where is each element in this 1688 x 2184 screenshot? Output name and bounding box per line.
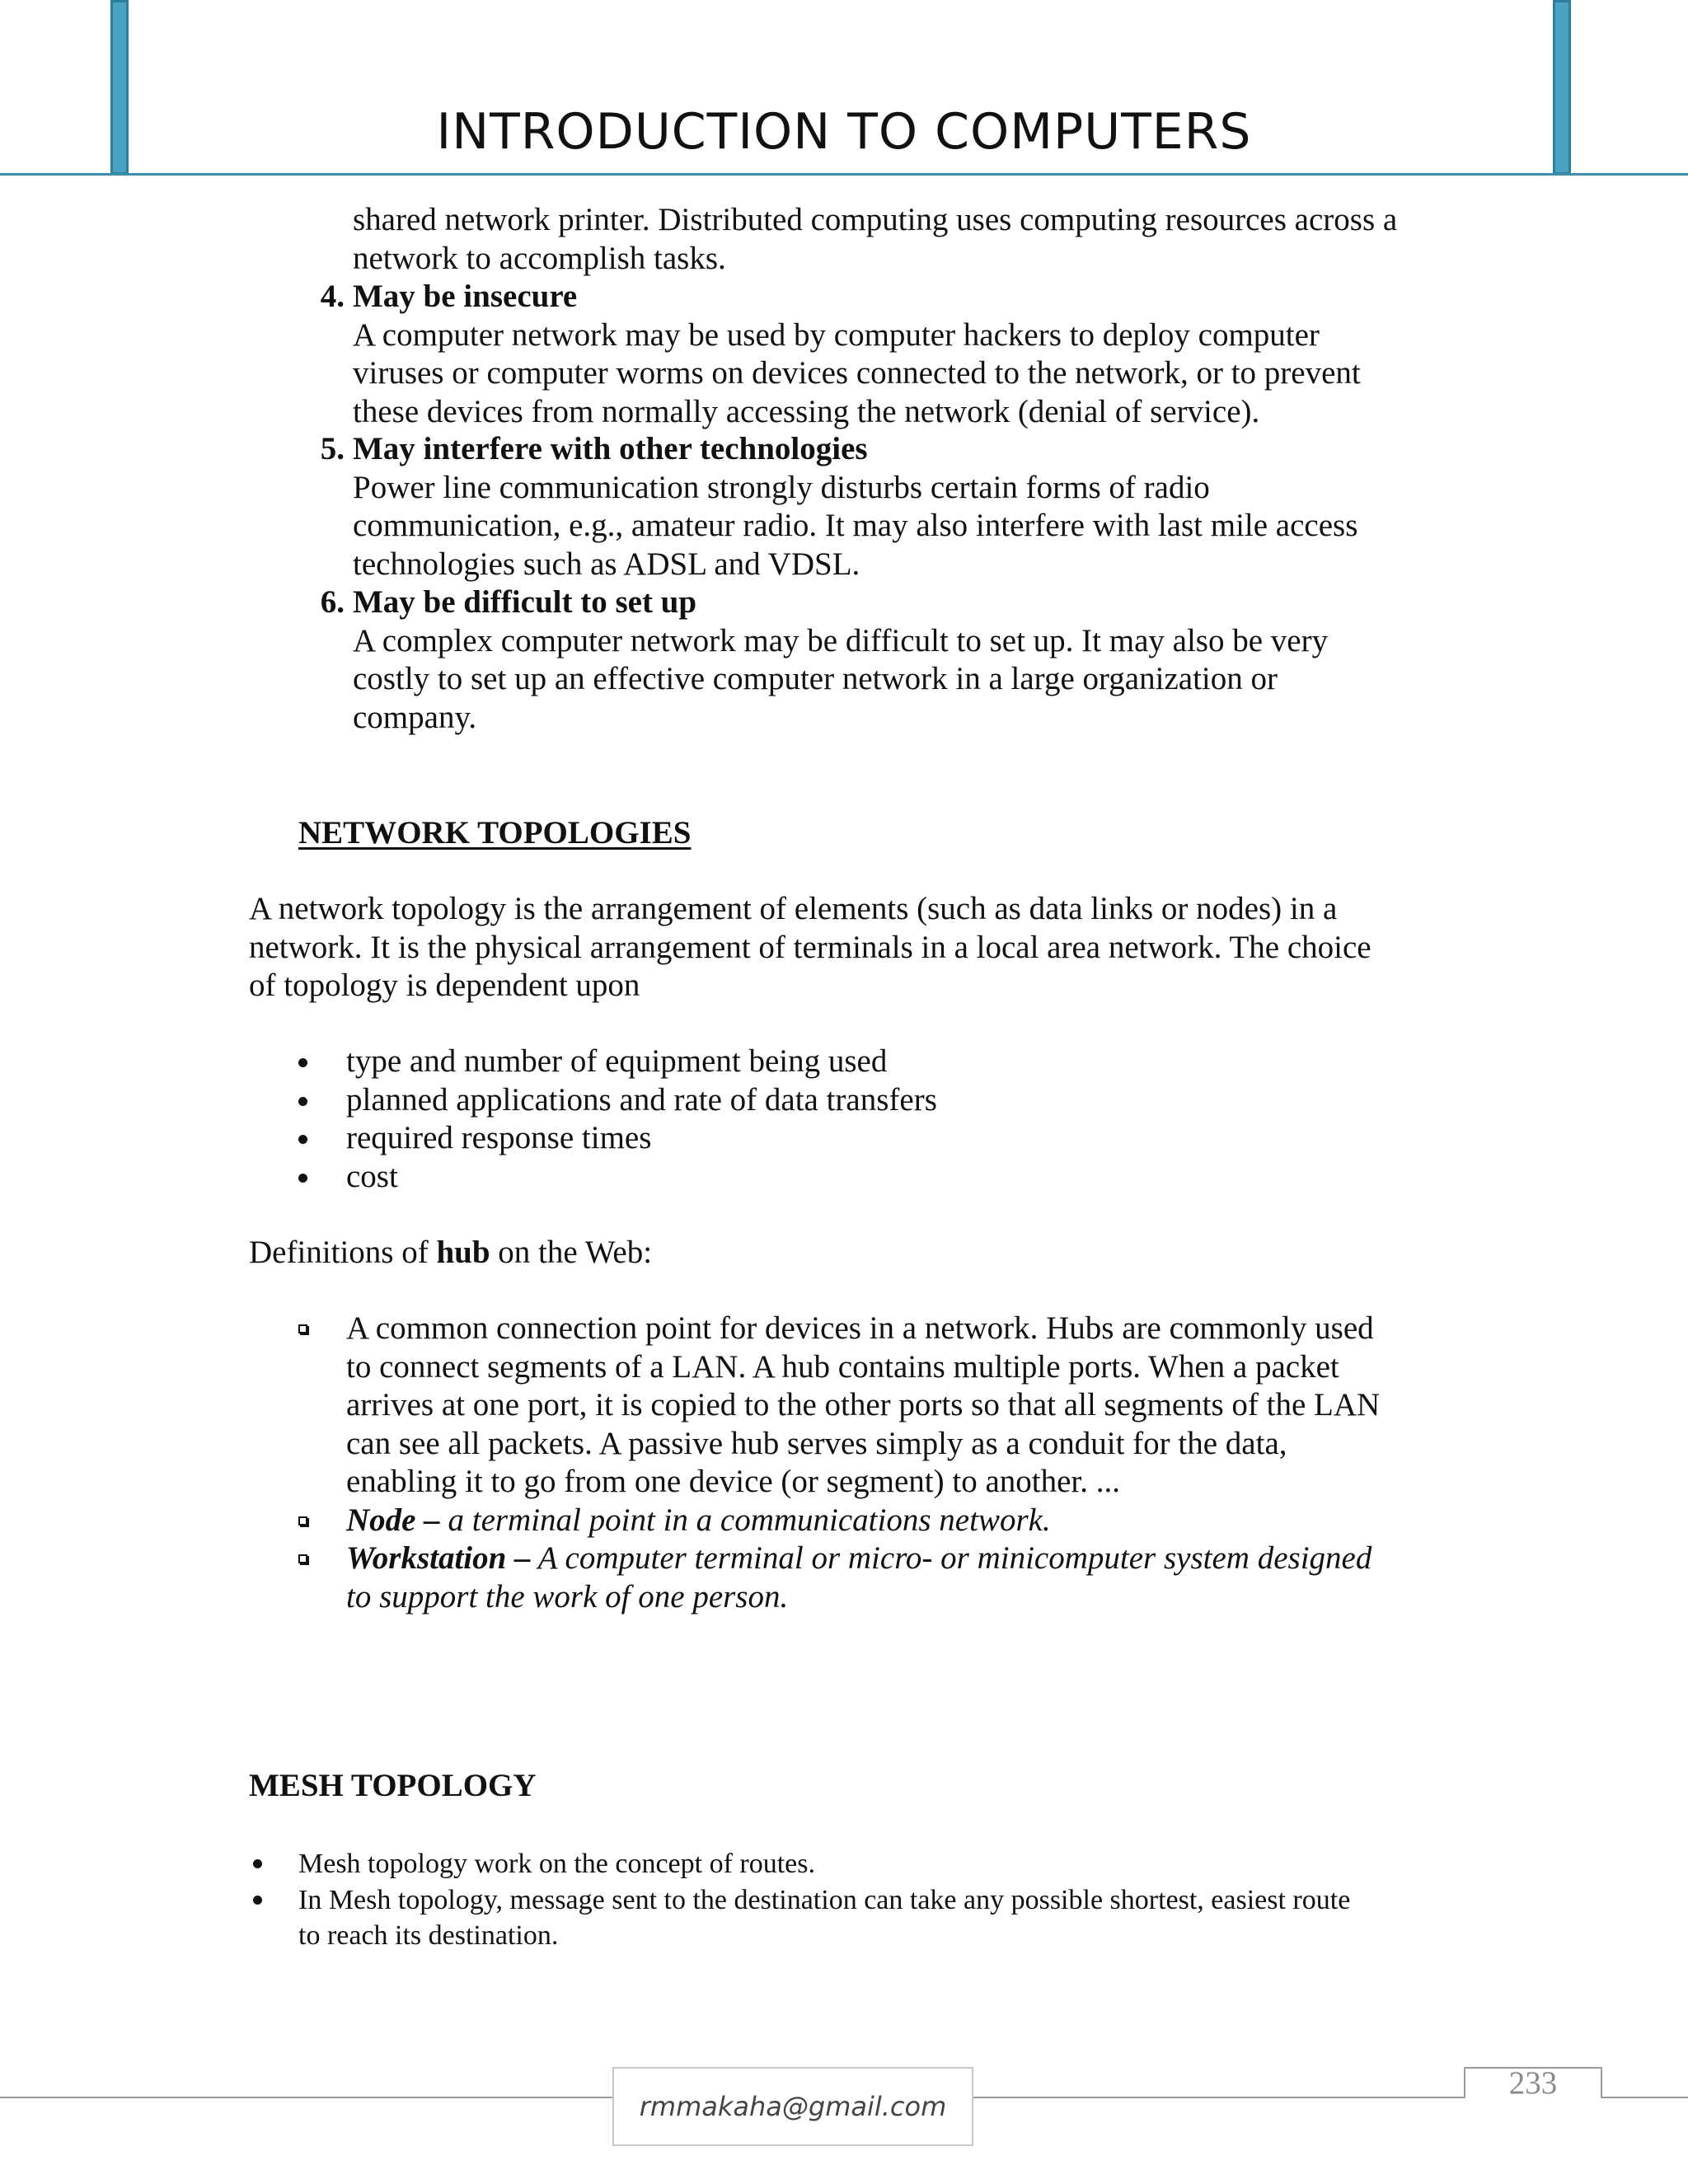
definition-text: a terminal point in a communications network.: [439, 1502, 1051, 1538]
hub-definitions-list: [346, 1310, 1442, 1616]
text-line: enabling it to go from one device (or segment) to another. ...: [346, 1464, 1120, 1499]
list-item-text: required response times: [346, 1120, 652, 1155]
text-line: A common connection point for devices in a network. Hubs are commonly used: [346, 1310, 1374, 1346]
footer-divider: [1601, 2097, 1688, 2098]
item-number: 6.: [320, 584, 345, 620]
list-item: [346, 1310, 1442, 1502]
footer-divider: [0, 2097, 614, 2098]
numbered-item-4: [320, 278, 1361, 431]
bullet-icon: [298, 1097, 307, 1106]
header-divider: [0, 173, 1688, 176]
item-number: 5.: [320, 431, 345, 466]
list-item: [346, 1502, 1442, 1540]
checkbox-bullet-icon: [298, 1554, 307, 1563]
text-line: costly to set up an effective computer network in a large organization or: [353, 661, 1278, 696]
text-line: viruses or computer worms on devices connected to the network, or to prevent: [353, 355, 1361, 391]
topology-paragraph: [249, 890, 1372, 1005]
section-heading-network-topologies: NETWORK TOPOLOGIES: [298, 815, 692, 851]
numbered-item-5: [320, 430, 1358, 583]
text-line: to reach its destination.: [298, 1920, 559, 1951]
list-item-text: planned applications and rate of data transfers: [346, 1081, 937, 1118]
bullet-icon: [298, 1135, 307, 1144]
checkbox-bullet-icon: [298, 1516, 307, 1526]
text-line: A complex computer network may be difficult to set up. It may also be very: [353, 622, 1329, 658]
text-line: In Mesh topology, message sent to the destination can take any possible shortest, easiest route: [298, 1884, 1351, 1915]
text-line: Power line communication strongly disturbs certain forms of radio: [353, 469, 1210, 505]
text-line: communication, e.g., amateur radio. It may also interfere with last mile access: [353, 508, 1358, 543]
text-line: shared network printer. Distributed computing uses computing resources across a: [353, 202, 1398, 237]
definition-term: Workstation –: [346, 1540, 531, 1576]
list-item: [346, 1043, 937, 1081]
text-line: of topology is dependent upon: [249, 968, 640, 1003]
list-item: [346, 1158, 937, 1197]
list-item: [346, 1540, 1442, 1616]
hub-definitions-intro: [249, 1234, 652, 1272]
intro-text: on the Web:: [490, 1235, 653, 1270]
text-line: company.: [353, 699, 477, 735]
item-title: May be insecure: [353, 279, 578, 314]
text-line: these devices from normally accessing the network (denial of service).: [353, 393, 1260, 429]
list-item-text: type and number of equipment being used: [346, 1043, 888, 1079]
bullet-icon: [253, 1896, 262, 1905]
bullet-icon: [253, 1859, 262, 1868]
intro-term: hub: [436, 1235, 490, 1270]
bullet-icon: [298, 1174, 307, 1183]
definition-text: A computer terminal or micro- or minicomputer system designed: [530, 1540, 1372, 1576]
definition-text: to support the work of one person.: [346, 1578, 789, 1615]
section-heading-mesh-topology: MESH TOPOLOGY: [249, 1768, 537, 1803]
mesh-topology-list: [298, 1846, 1469, 1954]
text-line: A network topology is the arrangement of elements (such as data links or nodes) in a: [249, 891, 1338, 926]
text-line: arrives at one port, it is copied to the other ports so that all segments of the LAN: [346, 1387, 1381, 1422]
list-item-text: cost: [346, 1158, 398, 1194]
intro-text: Definitions of: [249, 1235, 437, 1270]
list-item: [346, 1119, 937, 1158]
list-item: [298, 1846, 1469, 1882]
text-line: can see all packets. A passive hub serves simply as a conduit for the data,: [346, 1425, 1287, 1461]
checkbox-bullet-icon: [298, 1324, 307, 1333]
page-number: 233: [1508, 2065, 1558, 2101]
text-line: network. It is the physical arrangement of terminals in a local area network. The choice: [249, 929, 1372, 965]
text-line: to connect segments of a LAN. A hub contains multiple ports. When a packet: [346, 1348, 1339, 1385]
text-line: technologies such as ADSL and VDSL.: [353, 546, 860, 582]
item-title: May interfere with other technologies: [353, 431, 868, 466]
item-number: 4.: [320, 279, 345, 314]
text-line: A computer network may be used by computer hackers to deploy computer: [353, 316, 1320, 353]
list-item: [346, 1081, 937, 1120]
numbered-item-6: [320, 583, 1329, 737]
continuation-text: [353, 201, 1397, 278]
footer-divider: [973, 2097, 1465, 2098]
text-line: Mesh topology work on the concept of routes.: [298, 1849, 815, 1879]
item-title: May be difficult to set up: [353, 584, 697, 620]
bullet-icon: [298, 1058, 307, 1067]
page-title: INTRODUCTION TO COMPUTERS: [436, 103, 1252, 161]
list-item: [298, 1882, 1469, 1954]
definition-term: Node –: [346, 1502, 440, 1538]
footer-email: rmmakaha@gmail.com: [612, 2067, 973, 2146]
topology-factors-list: [346, 1043, 937, 1196]
text-line: network to accomplish tasks.: [353, 240, 726, 276]
